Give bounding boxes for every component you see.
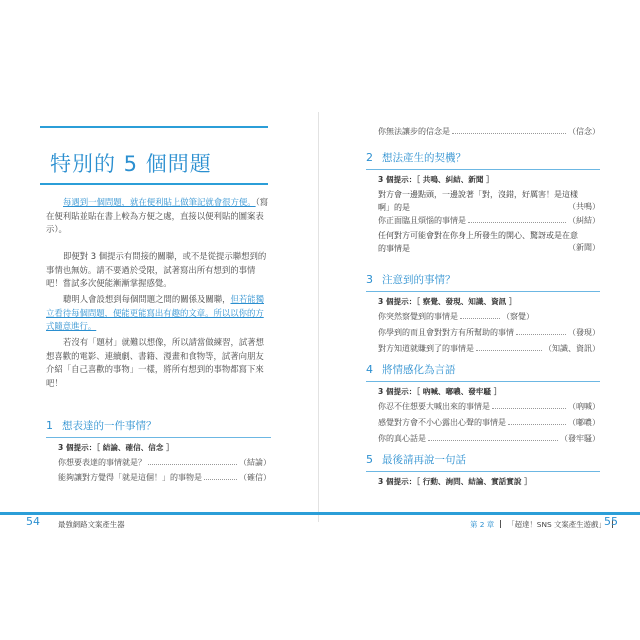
question-tag: （新聞） xyxy=(568,243,600,252)
question-row xyxy=(378,215,600,226)
question-text: 對方會一邊點頭，一邊說著「對，沒錯，好厲害！是這樣啊」的是 xyxy=(378,190,578,212)
right-page-content xyxy=(378,126,600,137)
section-rule xyxy=(366,291,600,292)
answer-line xyxy=(460,318,500,319)
footer-book-title: 最強網路文案產生器 xyxy=(58,520,125,529)
section-title: 想法產生的契機？ xyxy=(382,152,466,164)
paragraph-text: 即便對 3 個提示有問接的關聯，或不是從提示聯想到的事情也無妨。請不要過於受限，試著寫出所有想到的事情吧！嘗試多次便能漸漸掌握感覺。 xyxy=(46,251,267,289)
question-row xyxy=(378,327,600,338)
section-title: 將情感化為言語 xyxy=(382,364,456,376)
answer-line xyxy=(468,222,566,223)
question-text: 你的真心話是 xyxy=(378,434,426,443)
answer-line xyxy=(476,350,542,351)
question-text: 你突然察覺到的事情是 xyxy=(378,312,458,321)
footer-chapter xyxy=(470,519,619,530)
section-hint: 3 個提示：［ 吶喊、嘟噥、發牢騷 ］ xyxy=(378,387,502,396)
page-number-right: 55 xyxy=(604,515,618,528)
paragraph-highlight: 但若能獨立看待每個問題，便能更能寫出有趣的文章。所以以你的方式隨意進行。 xyxy=(46,294,264,332)
section-hint: 3 個提示：［ 結論、確信、信念 ］ xyxy=(58,443,174,452)
section-5 xyxy=(366,452,600,487)
question-text: 你正面臨且煩惱的事情是 xyxy=(378,216,466,225)
section-rule xyxy=(366,471,600,472)
page-title: 特別的 5 個問題 xyxy=(50,152,212,176)
section-number: 2 xyxy=(366,151,373,164)
section-2 xyxy=(366,150,600,253)
title-top-rule xyxy=(40,126,268,128)
question-row xyxy=(378,401,600,412)
section-heading xyxy=(366,362,600,377)
question-row xyxy=(58,472,271,483)
question-text: 感覺對方會不小心露出心聲的事情是 xyxy=(378,418,506,427)
answer-line xyxy=(492,408,566,409)
lead-rest: （寫在便利貼並貼在書上較為方便之處，直接以便利貼的圖案表示）。 xyxy=(46,197,269,235)
section-3 xyxy=(366,272,600,354)
section-number: 5 xyxy=(366,453,373,466)
lead-highlight: 每遇到一個問題，就在便利貼上做筆記就會很方便。 xyxy=(63,197,256,207)
section-rule xyxy=(366,381,600,382)
question-tag: （察覺） xyxy=(502,312,534,321)
question-text: 你想要表達的事情就是？ xyxy=(58,458,146,467)
section-number: 3 xyxy=(366,273,373,286)
footer-separator xyxy=(500,520,501,528)
question-text: 你無法讓步的信念是 xyxy=(378,127,450,136)
section-1 xyxy=(46,418,271,483)
section-title: 想表達的一件事情？ xyxy=(62,420,157,432)
section-hint: 3 個提示：［ 行動、詢問、結論、實話實說 ］ xyxy=(378,477,532,486)
section-hint: 3 個提示：［ 察覺、發現、知識、資訊 ］ xyxy=(378,297,517,306)
question-row xyxy=(378,433,600,444)
section-title: 注意到的事情？ xyxy=(382,274,456,286)
section-rule xyxy=(46,437,271,438)
question-text: 你學到的而且會對對方有所幫助的事情 xyxy=(378,328,514,337)
question-tag: （結論） xyxy=(239,458,271,467)
section-heading xyxy=(46,418,271,433)
footer-rule xyxy=(0,512,640,515)
question-tag: （共鳴） xyxy=(568,202,600,211)
question-tag: （發現） xyxy=(568,328,600,337)
question-tag-row xyxy=(378,201,600,212)
title-bottom-rule xyxy=(40,183,268,185)
body-paragraph-2 xyxy=(46,293,271,334)
section-heading xyxy=(366,150,600,165)
question-tag: （糾結） xyxy=(568,216,600,225)
question-row xyxy=(378,343,600,354)
paragraph-text: 若沒有「題材」就難以想像，所以請當做練習，試著想想喜歡的電影、連續劇、書籍、漫畫和食物等，試著向朋友介紹「自己喜歡的事物」一樣，將所有想到的事物都寫下來吧！ xyxy=(46,337,264,388)
question-tag-row xyxy=(378,242,600,253)
section-number: 1 xyxy=(46,419,53,432)
question-row xyxy=(378,126,600,137)
question-row xyxy=(378,311,600,322)
question-text: 對方知道就賺到了的事情是 xyxy=(378,344,474,353)
question-row xyxy=(378,417,600,428)
paragraph-text: 聰明人會設想到每個問題之間的關係及關聯， xyxy=(63,294,231,304)
section-number: 4 xyxy=(366,363,373,376)
question-tag: （確信） xyxy=(239,473,271,482)
section-rule xyxy=(366,169,600,170)
question-tag: （信念） xyxy=(568,127,600,136)
question-text: 任何對方可能會對在你身上所發生的開心、驚訝或是在意的事情是 xyxy=(378,231,578,253)
question-tag: （知識、資訊） xyxy=(544,344,600,353)
answer-line xyxy=(508,424,566,425)
answer-line xyxy=(428,440,558,441)
body-paragraph-1 xyxy=(46,250,271,291)
footer-chapter-label: 第 2 章 xyxy=(470,520,495,529)
answer-line xyxy=(516,334,566,335)
body-paragraph-3 xyxy=(46,336,271,390)
page-number-left: 54 xyxy=(26,515,40,528)
section-title: 最後請再說一句話 xyxy=(382,454,466,466)
section-hint: 3 個提示：［ 共鳴、糾結、新聞 ］ xyxy=(378,175,494,184)
question-row xyxy=(58,457,271,468)
answer-line xyxy=(204,479,237,480)
answer-line xyxy=(452,133,566,134)
question-text: 能夠讓對方覺得「就是這個！」的事物是 xyxy=(58,473,202,482)
answer-line xyxy=(148,464,237,465)
footer-chapter-title: 「超達！SNS 文案產生遊戲」 xyxy=(507,520,606,529)
section-heading xyxy=(366,272,600,287)
question-tag: （發牢騷） xyxy=(560,434,600,443)
section-heading xyxy=(366,452,600,467)
question-text: 你忍不住想要大喊出來的事情是 xyxy=(378,402,490,411)
lead-paragraph xyxy=(46,196,271,237)
section-4 xyxy=(366,362,600,444)
question-tag: （吶喊） xyxy=(568,402,600,411)
question-tag: （嘟噥） xyxy=(568,418,600,427)
page-gutter xyxy=(318,112,319,522)
